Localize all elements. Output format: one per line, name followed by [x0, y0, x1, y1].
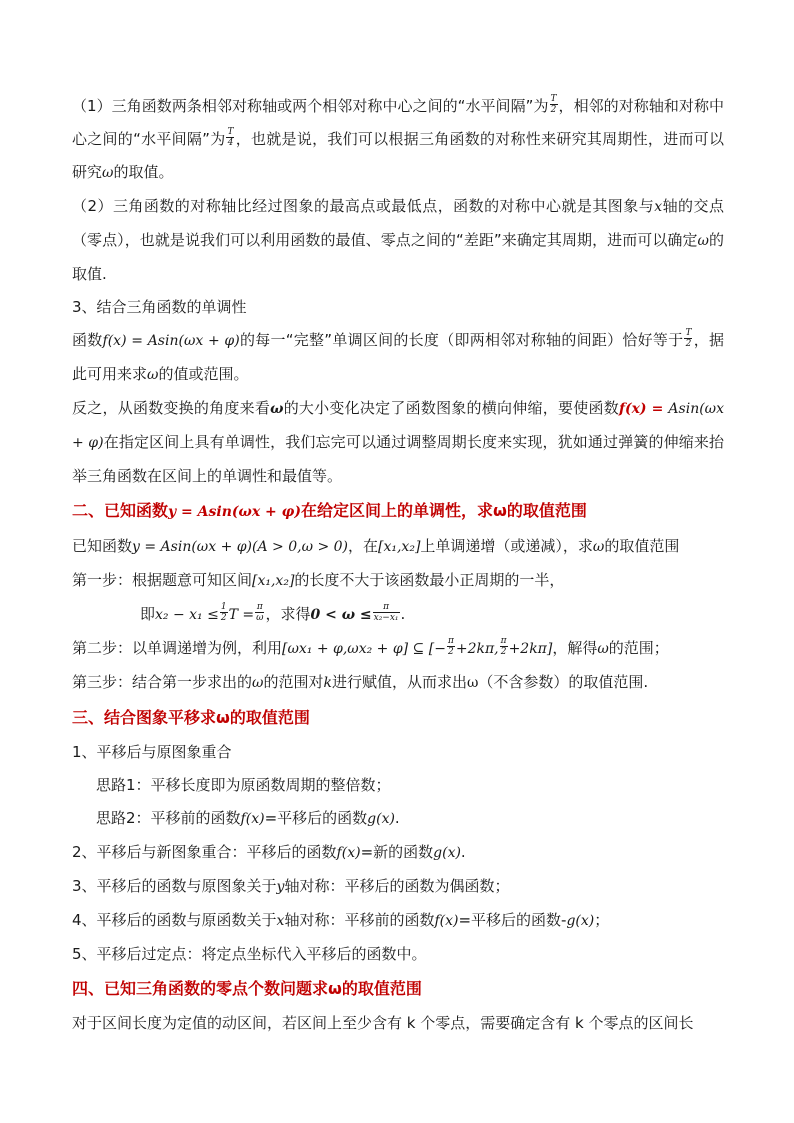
function-formula: y = Asin(ωx + φ)(A > 0,ω > 0) [132, 539, 348, 555]
text: （1）三角函数两条相邻对称轴或两个相邻对称中心之间的“水平间隔”为 [72, 97, 549, 115]
list-item-1b: 思路2：平移前的函数f(x)=平移后的函数g(x). [96, 809, 400, 827]
paragraph-inverse: 反之，从函数变换的角度来看ω的大小变化决定了函数图象的横向伸缩，要使函数f(x) = Asin(ωx + φ)在指定区间上具有单调性，我们忘完可以通过调整周期长度来实现，犹如通过弹簧的伸缩来抬举三角函数在区间上的单调性和最值等。 [72, 399, 724, 485]
heading-section-2: 二、已知函数y = Asin(ωx + φ)在给定区间上的单调性，求ω的取值范围 [72, 501, 587, 520]
fraction-pi-over-omega: $\frac{\pi}{\omega}$ [256, 602, 264, 623]
fraction-t-over-2: $\frac{T}{2}$ [685, 328, 692, 349]
document-body [72, 90, 724, 1040]
step-1: 第一步：根据题意可知区间[x₁,x₂]的长度不大于该函数最小正周期的一半， [72, 571, 565, 589]
list-item-5: 5、平移后过定点：将定点坐标代入平移后的函数中。 [72, 945, 427, 963]
list-item-4: 4、平移后的函数与原函数关于x轴对称：平移前的函数f(x)=平移后的函数-g(x)； [72, 911, 610, 929]
heading-section-3: 三、结合图象平移求ω的取值范围 [72, 708, 310, 727]
text: ，相邻的对称轴和对称中心之间的“水平间隔”为 [72, 97, 724, 148]
fraction-pi-over-2: $\frac{\pi}{2}$ [500, 636, 507, 657]
function-formula: Asin(ωx + φ) [72, 401, 724, 451]
paragraph-given-function: 已知函数y = Asin(ωx + φ)(A > 0,ω > 0)，在[x₁,x₂]上单调递增（或递减），求ω的取值范围 [72, 537, 680, 555]
interval: [x₁,x₂] [378, 539, 421, 555]
list-item-2: 2、平移后与新图象重合：平移后的函数f(x)=新的函数g(x). [72, 843, 466, 861]
heading-section-4: 四、已知三角函数的零点个数问题求ω的取值范围 [72, 979, 422, 998]
paragraph-symmetry-1 [72, 90, 724, 190]
fraction-pi-over-interval: $\frac{\pi}{\text{x₂−x₁}}$ [373, 602, 399, 623]
fraction-t-over-4: $\frac{T}{4}$ [227, 127, 234, 148]
list-item-3: 3、平移后的函数与原图象关于y轴对称：平移后的函数为偶函数； [72, 877, 510, 895]
section-3-title: 3、结合三角函数的单调性 [72, 298, 247, 316]
paragraph-monotonic: 函数f(x) = Asin(ωx + φ)的每一“完整”单调区间的长度（即两相邻对称轴的间距）恰好等于 $\frac{T}{2}$ ，据此可用来求ω的值或范围。 [72, 328, 724, 383]
omega-symbol: ω [697, 233, 709, 249]
text: 的取值。 [113, 163, 174, 181]
function-formula: f(x) = [618, 401, 664, 417]
interval: [x₁,x₂] [252, 573, 295, 589]
paragraph-symmetry-2: （2）三角函数的对称轴比经过图象的最高点或最低点，函数的对称中心就是其图象与x轴的交点（零点），也就是说我们可以利用函数的最值、零点之间的“差距”来确定其周期，进而可以确定ω的取值. [72, 197, 724, 283]
fraction-pi-over-2: $\frac{\pi}{2}$ [447, 636, 454, 657]
list-item-1a: 思路1：平移长度即为原函数周期的整倍数； [96, 776, 391, 794]
step-2: 第二步：以单调递增为例，利用[ωx₁ + φ,ωx₂ + φ] ⊆ [− $\frac{\pi}{2}$ +2kπ, $\frac{\pi}{2}$ +2kπ]，解得ω的范围； [72, 636, 669, 657]
text: ，也就是说，我们可以根据三角函数的对称性来研究其周期性，进而可以研究 [72, 130, 724, 181]
step-1-derivation: 即x₂ − x₁ ≤ $\frac{1}{2}$ T = $\frac{\pi}{\omega}$ ，求得0 < ω ≤ $\frac{\pi}{\text{x₂−x₁}}$ . [140, 602, 406, 623]
fraction-t-over-2: $\frac{T}{2}$ [550, 94, 557, 115]
x-symbol: x [654, 199, 663, 215]
list-item-1: 1、平移后与原图象重合 [72, 743, 232, 761]
function-formula: f(x) = Asin(ωx + φ) [102, 333, 240, 349]
paragraph-zeros: 对于区间长度为定值的动区间，若区间上至少含有 k 个零点，需要确定含有 k 个零点的区间长 [72, 1014, 694, 1032]
function-formula: y = Asin(ωx + φ) [168, 504, 301, 520]
fraction-half: $\frac{1}{2}$ [220, 602, 227, 623]
step-3: 第三步：结合第一步求出的ω的范围对k进行赋值，从而求出ω（不含参数）的取值范围. [72, 673, 649, 691]
omega-symbol: ω [102, 165, 114, 181]
